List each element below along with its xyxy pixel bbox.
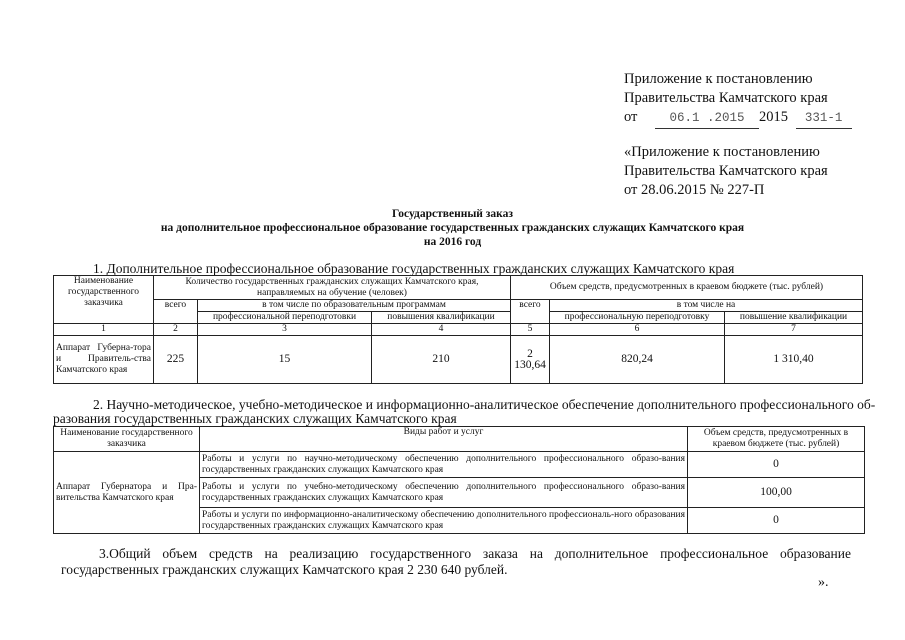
appendix-date-stamp: 06.1 .2015 xyxy=(655,109,759,129)
header-retraining: профессиональной переподготовки xyxy=(198,312,372,324)
column-number: 1 xyxy=(54,324,154,336)
old-appendix-line-3: от 28.06.2015 № 227-П xyxy=(624,182,765,198)
header-funds-2: Объем средств, предусмотренных в краевом бюджете (тыс. рублей) xyxy=(688,427,865,452)
header-funds-sub: в том числе на xyxy=(550,300,863,312)
header-qty-sub: в том числе по образовательным программам xyxy=(198,300,511,312)
document-title xyxy=(0,207,905,249)
column-number: 5 xyxy=(511,324,550,336)
work-amount: 0 xyxy=(688,452,865,478)
column-number: 6 xyxy=(550,324,725,336)
header-works: Виды работ и услуг xyxy=(200,427,688,452)
header-customer: Наименование государственного заказчика xyxy=(54,276,154,324)
header-qualification: повышения квалификации xyxy=(372,312,511,324)
section-2-customer: Аппарат Губернатора и Пра-вительства Камчатского края xyxy=(54,452,200,534)
table-row xyxy=(54,452,865,478)
work-description: Работы и услуги по научно-методическому обеспечению дополнительного профессионального образо-вания государственных гражданских служащих Камчатского края xyxy=(200,452,688,478)
column-number: 7 xyxy=(725,324,863,336)
education-order-table xyxy=(53,275,863,384)
header-qualification-funds: повышение квалификации xyxy=(725,312,863,324)
title-line-2: на дополнительное профессиональное образование государственных гражданских служащих Камчатского края xyxy=(160,222,745,234)
appendix-line-1: Приложение к постановлению xyxy=(624,71,813,87)
title-line-3: на 2016 год xyxy=(423,236,482,248)
title-line-1: Государственный заказ xyxy=(392,208,513,220)
table-row xyxy=(54,336,863,384)
work-amount: 0 xyxy=(688,508,865,534)
row-qty-total: 225 xyxy=(154,336,198,384)
appendix-block-old xyxy=(624,143,828,200)
column-number: 4 xyxy=(372,324,511,336)
header-retraining-funds: профессиональную переподготовку xyxy=(550,312,725,324)
appendix-line-2: Правительства Камчатского края xyxy=(624,90,828,106)
appendix-year: 2015 xyxy=(759,109,789,125)
work-description: Работы и услуги по информационно-аналитическому обеспечению дополнительного профессиональ-ного образования государственных гражданских служащих Камчатского края xyxy=(200,508,688,534)
work-amount: 100,00 xyxy=(688,478,865,508)
header-qty-total: всего xyxy=(154,300,198,324)
methodical-support-table xyxy=(53,426,865,534)
section-1-heading: 1. Дополнительное профессиональное образование государственных гражданских служащих Камчатского края xyxy=(93,261,735,276)
header-funds-total: всего xyxy=(511,300,550,324)
row-qty-retraining: 15 xyxy=(198,336,372,384)
row-qty-qualification: 210 xyxy=(372,336,511,384)
section-2-heading-line-2: разования государственных гражданских служащих Камчатского края xyxy=(53,411,457,426)
old-appendix-line-2: Правительства Камчатского края xyxy=(624,163,828,179)
row-funds-total: 2 130,64 xyxy=(511,336,550,384)
section-3-paragraph: 3.Общий объем средств на реализацию государственного заказа на дополнительное профессиональное образование государственных гражданских служащих Камчатского края 2 230 640 рублей. xyxy=(61,546,851,577)
row-funds-qualification: 1 310,40 xyxy=(725,336,863,384)
row-funds-retraining: 820,24 xyxy=(550,336,725,384)
column-number-row xyxy=(54,324,863,336)
header-customer-2: Наименование государственного заказчика xyxy=(54,427,200,452)
header-qty-group: Количество государственных гражданских служащих Камчатского края, направляемых на обучение (человек) xyxy=(154,276,511,300)
work-description: Работы и услуги по учебно-методическому обеспечению дополнительного профессионального образо-вания государственных гражданских служащих Камчатского края xyxy=(200,478,688,508)
old-appendix-line-1: «Приложение к постановлению xyxy=(624,144,820,160)
appendix-line-3 xyxy=(624,108,852,129)
row-customer: Аппарат Губерна-тора и Правитель-ства Камчатского края xyxy=(54,336,154,384)
appendix-date-prefix: от xyxy=(624,109,638,125)
header-funds-group: Объем средств, предусмотренных в краевом бюджете (тыс. рублей) xyxy=(511,276,863,300)
column-number: 2 xyxy=(154,324,198,336)
closing-quote: ». xyxy=(818,575,829,590)
appendix-number-stamp: 331-1 xyxy=(796,109,852,129)
appendix-block-new xyxy=(624,70,852,129)
column-number: 3 xyxy=(198,324,372,336)
section-2-heading-line-1: 2. Научно-методическое, учебно-методическое и информационно-аналитическое обеспечение дополнительного профессионального об- xyxy=(93,397,876,412)
